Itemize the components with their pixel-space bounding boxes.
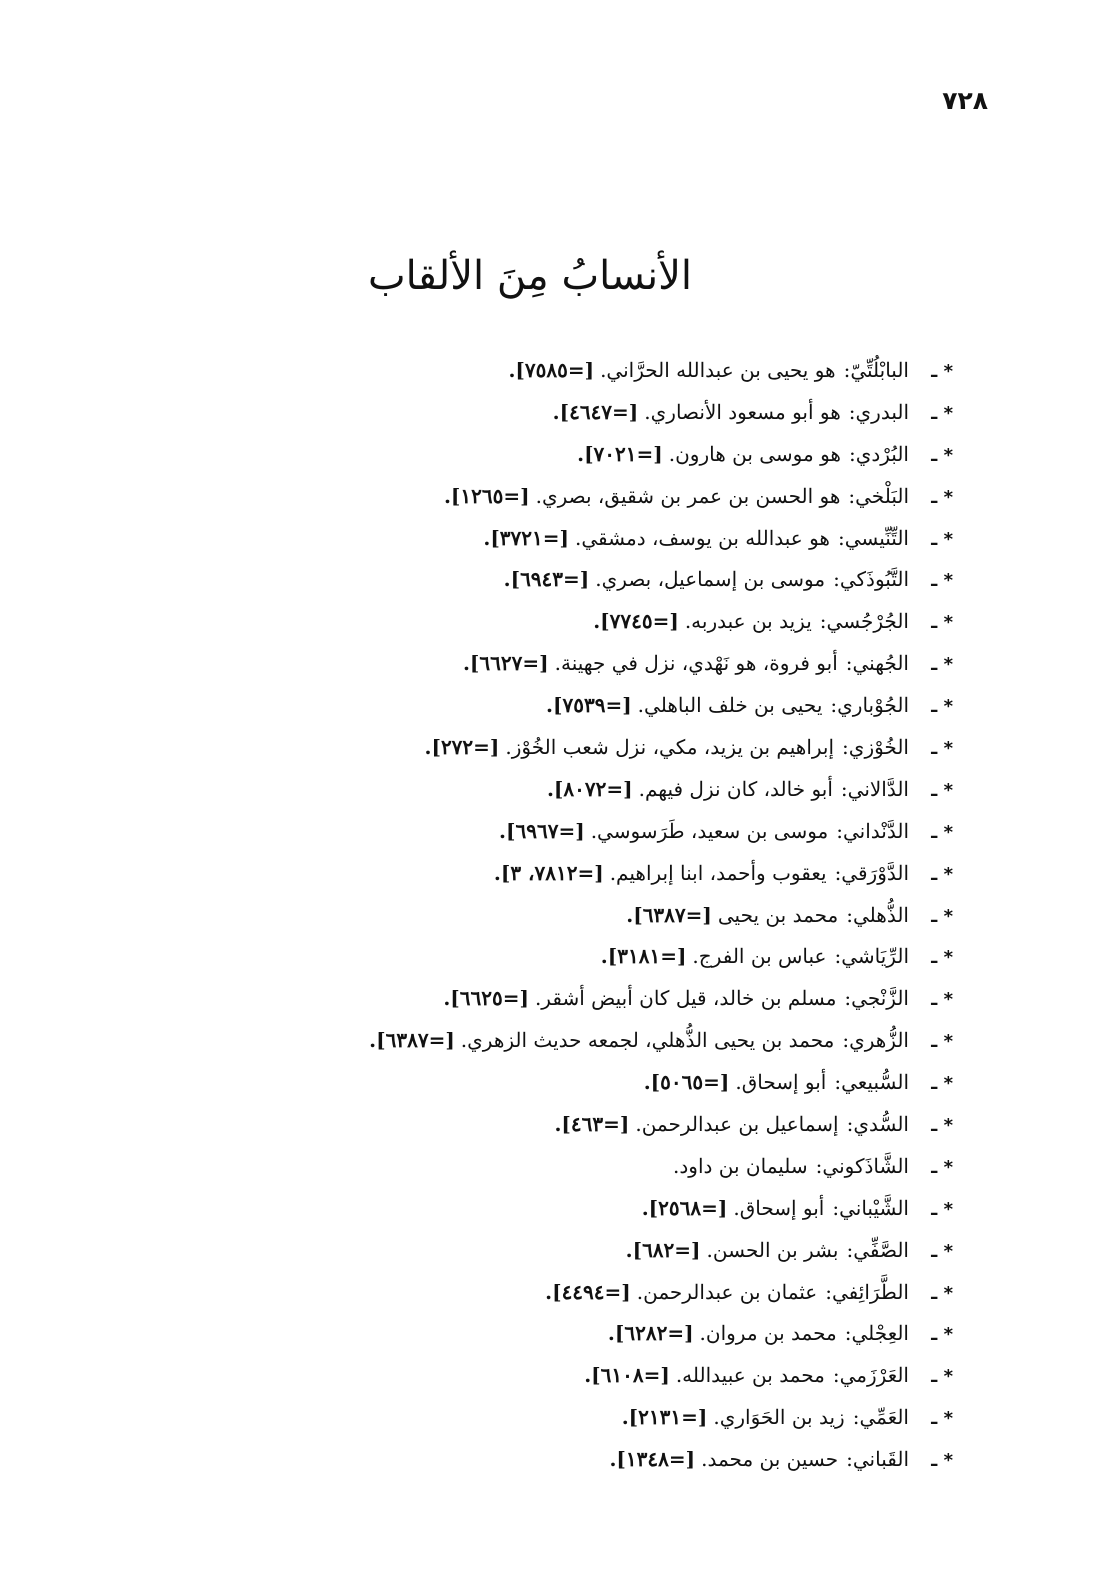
bullet-marker: * ـ	[931, 905, 953, 927]
bullet-marker: * ـ	[931, 1240, 953, 1262]
bullet-marker: * ـ	[931, 444, 953, 466]
entry-reference: [=٦٩٤٣].	[503, 567, 590, 592]
entry-description: هو الحسن بن عمر بن شقيق، بصري.	[535, 483, 841, 508]
entry-description: يحيى بن خلف الباهلي.	[637, 693, 823, 718]
bullet-marker: * ـ	[931, 1198, 953, 1220]
entry-description: أبو فروة، هو نَهْدي، نزل في جهينة.	[554, 651, 838, 676]
list-item	[53, 561, 953, 603]
list-item	[53, 1022, 953, 1064]
entry-term: العَمِّي:	[852, 1405, 909, 1430]
entry-term: الخُوْزي:	[842, 735, 909, 760]
entry-term: السُّدي:	[846, 1112, 909, 1137]
list-item	[53, 687, 953, 729]
bullet-marker: * ـ	[931, 1073, 953, 1095]
bullet-marker: * ـ	[931, 1366, 953, 1388]
entry-reference: [=٢٥٦٨].	[641, 1195, 728, 1220]
entry-reference: [=١٣٤٨].	[609, 1447, 696, 1472]
list-item	[53, 436, 953, 478]
entry-term: العَرْزَمي:	[832, 1363, 909, 1388]
entry-reference: [=٦١٠٨].	[584, 1363, 670, 1388]
entry-description: يعقوب وأحمد، ابنا إبراهيم.	[609, 860, 827, 885]
entry-term: الجُرْجُسي:	[819, 609, 909, 634]
entry-term: الدَّنْداني:	[836, 818, 909, 843]
list-item	[53, 1064, 953, 1106]
chapter-title: الأنسابُ مِنَ الألقاب	[367, 253, 693, 299]
bullet-marker: * ـ	[931, 1450, 953, 1472]
list-item	[53, 897, 953, 939]
entry-term: القَباني:	[846, 1447, 909, 1472]
list-item	[53, 1190, 953, 1232]
entry-term: الدَّوْرَقي:	[834, 860, 909, 885]
bullet-marker: * ـ	[931, 1324, 953, 1346]
bullet-marker: * ـ	[931, 402, 953, 424]
entry-description: موسى بن إسماعيل، بصري.	[595, 567, 826, 592]
entry-reference: [=٣١٨١].	[600, 944, 687, 969]
entry-description: إبراهيم بن يزيد، مكي، نزل شعب الخُوْز.	[505, 735, 835, 760]
bullet-marker: * ـ	[931, 821, 953, 843]
entry-term: الشَّاذَكوني:	[815, 1153, 909, 1178]
entry-description: إسماعيل بن عبدالرحمن.	[635, 1112, 839, 1137]
entry-description: عثمان بن عبدالرحمن.	[636, 1279, 818, 1304]
bullet-marker: * ـ	[931, 486, 953, 508]
nisba-entry-list	[53, 352, 953, 1483]
list-item	[53, 1148, 953, 1190]
list-item	[53, 520, 953, 562]
list-item	[53, 394, 953, 436]
list-item	[53, 1315, 953, 1357]
page-number: ٧٢٨	[942, 86, 988, 115]
entry-reference: [=٤٦٤٧].	[552, 399, 639, 424]
entry-term: التِّنِّيسي:	[837, 525, 909, 550]
bullet-marker: * ـ	[931, 570, 953, 592]
entry-reference: [=٧٥٣٩].	[546, 693, 632, 718]
entry-reference: [=٢٧٢].	[424, 735, 500, 760]
bullet-marker: * ـ	[931, 1031, 953, 1053]
entry-description: محمد بن يحيى	[717, 902, 839, 927]
entry-description: موسى بن سعيد، طَرَسوسي.	[590, 818, 829, 843]
bullet-marker: * ـ	[931, 989, 953, 1011]
entry-reference: [=٧٧٤٥].	[593, 609, 679, 634]
entry-description: هو عبدالله بن يوسف، دمشقي.	[575, 525, 830, 550]
bullet-marker: * ـ	[931, 361, 953, 382]
entry-description: هو يحيى بن عبدالله الحرَّاني.	[600, 358, 836, 382]
entry-term: الذُّهلي:	[846, 902, 909, 927]
bullet-marker: * ـ	[931, 738, 953, 760]
list-item	[53, 1357, 953, 1399]
bullet-marker: * ـ	[931, 528, 953, 550]
entry-term: العِجْلي:	[844, 1321, 909, 1346]
entry-reference: [=٤٦٣].	[554, 1112, 630, 1137]
entry-reference: [=٧٥٨٥].	[508, 358, 595, 382]
entry-reference: [=٤٤٩٤].	[545, 1279, 631, 1304]
entry-description: هو موسى بن هارون.	[668, 441, 841, 466]
list-item	[53, 729, 953, 771]
entry-reference: [=٥٠٦٥].	[643, 1070, 730, 1095]
list-item	[53, 603, 953, 645]
bullet-marker: * ـ	[931, 696, 953, 718]
entry-reference: [=٦٦٢٧].	[462, 651, 549, 676]
entry-term: البابْلُتِّيّ:	[843, 358, 909, 382]
bullet-marker: * ـ	[931, 1282, 953, 1304]
entry-description: أبو إسحاق.	[733, 1195, 825, 1220]
entry-term: الرِّيَاشي:	[834, 944, 909, 969]
list-item	[53, 1106, 953, 1148]
list-item	[53, 1232, 953, 1274]
entry-term: الجُهني:	[845, 651, 909, 676]
list-item	[53, 1399, 953, 1441]
entry-reference: [=٦٣٨٧].	[626, 902, 712, 927]
entry-term: الشَّيْباني:	[832, 1195, 909, 1220]
entry-description: أبو خالد، كان نزل فيهم.	[638, 776, 833, 801]
entry-term: الصَّفِّي:	[846, 1237, 909, 1262]
bullet-marker: * ـ	[931, 1408, 953, 1430]
list-item	[53, 478, 953, 520]
bullet-marker: * ـ	[931, 612, 953, 634]
list-item	[53, 645, 953, 687]
entry-term: التَّبُوذَكي:	[833, 567, 909, 592]
entry-term: البُرْدي:	[848, 441, 909, 466]
entry-term: الدَّالاني:	[840, 776, 909, 801]
entry-term: السُّبيعي:	[834, 1070, 909, 1095]
entry-reference: [=٨٠٧٢].	[546, 776, 633, 801]
entry-reference: [=٦٩٦٧].	[499, 818, 585, 843]
entry-description: زيد بن الحَوَاري.	[713, 1405, 845, 1430]
bullet-marker: * ـ	[931, 947, 953, 969]
entry-reference: [=٦٣٨٧].	[369, 1028, 455, 1053]
list-item	[53, 771, 953, 813]
entry-reference: [=٦٦٢٥].	[443, 986, 529, 1011]
entry-description: مسلم بن خالد، قيل كان أبيض أشقر.	[534, 986, 837, 1011]
entry-term: الزَّنْجي:	[844, 986, 909, 1011]
entry-term: الزُّهري:	[842, 1028, 909, 1053]
entry-reference: [=٧٠٢١].	[577, 441, 663, 466]
entry-description: حسين بن محمد.	[701, 1447, 839, 1472]
entry-description: أبو إسحاق.	[735, 1070, 827, 1095]
entry-reference: [=٦٢٨٢].	[607, 1321, 694, 1346]
entry-term: البَلْخي:	[848, 483, 909, 508]
entry-term: الجُوْباري:	[830, 693, 909, 718]
entry-reference: [=٢١٣١].	[621, 1405, 708, 1430]
entry-description: محمد بن يحيى الذُّهلي، لجمعه حديث الزهري.	[460, 1028, 835, 1053]
bullet-marker: * ـ	[931, 654, 953, 676]
list-item	[53, 855, 953, 897]
list-item	[53, 980, 953, 1022]
entry-description: يزيد بن عبدربه.	[684, 609, 812, 634]
entry-reference: [=٣٧٢١].	[483, 525, 569, 550]
list-item	[53, 938, 953, 980]
entry-reference: [=٦٨٢].	[625, 1237, 701, 1262]
entry-description: محمد بن عبيدالله.	[675, 1363, 825, 1388]
list-item	[53, 352, 953, 394]
bullet-marker: * ـ	[931, 1115, 953, 1137]
entry-term: الطَّرَائِفي:	[825, 1279, 909, 1304]
entry-description: عباس بن الفرج.	[692, 944, 827, 969]
entry-reference: [=١٢٦٥].	[443, 483, 530, 508]
bullet-marker: * ـ	[931, 1156, 953, 1178]
bullet-marker: * ـ	[931, 863, 953, 885]
list-item	[53, 813, 953, 855]
entry-description: محمد بن مروان.	[699, 1321, 837, 1346]
entry-description: سليمان بن داود.	[673, 1153, 808, 1178]
list-item	[53, 1441, 953, 1483]
list-item	[53, 1274, 953, 1316]
bullet-marker: * ـ	[931, 779, 953, 801]
entry-reference: [=٧٨١٢، ٣].	[493, 860, 604, 885]
entry-description: هو أبو مسعود الأنصاري.	[644, 399, 841, 424]
entry-term: البدري:	[848, 399, 909, 424]
entry-description: بشر بن الحسن.	[706, 1237, 839, 1262]
